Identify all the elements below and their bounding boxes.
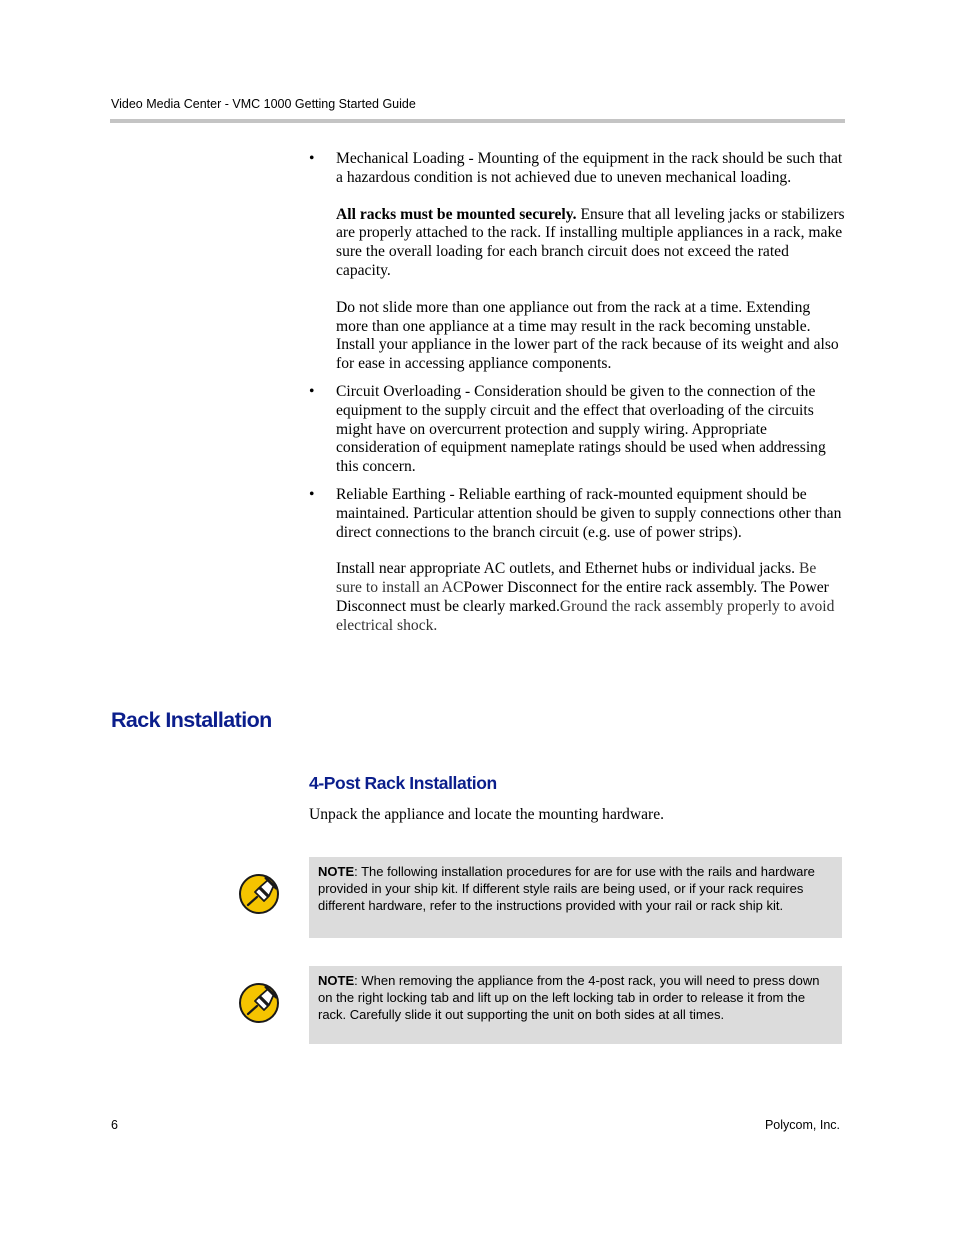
note-box (309, 857, 842, 938)
paragraph: Circuit Overloading - Consideration should be given to the connection of the equipment to the supply circuit and the effect that overloading of the circuits might have on overcurrent protection and supply wiring. Appropriate consideration of equipment nameplate ratings should be used when addressing this concern. (336, 382, 826, 476)
list-item (309, 383, 845, 477)
paragraph: Install near appropriate AC outlets, and Ethernet hubs or individual jacks. Be sure to install an ACPower Disconnect for the entire rack assembly. The Power Disconnect must be clearly marked.Ground the rack assembly properly to avoid electrical shock. (336, 560, 835, 634)
note-label: NOTE (318, 864, 355, 879)
footer-company: Polycom, Inc. (764, 1118, 840, 1132)
note-box (309, 966, 842, 1044)
bullet-glyph: • (309, 485, 315, 503)
note-label: NOTE (318, 973, 355, 988)
bullet-glyph: • (309, 382, 315, 400)
paragraph: All racks must be mounted securely. Ensure that all leveling jacks or stabilizers are properly attached to the rack. If installing multiple appliances in a rack, make sure the overall loading for each branch circuit does not exceed the rated capacity. (336, 205, 845, 279)
safety-bullet-list (309, 150, 845, 636)
paragraph: Reliable Earthing - Reliable earthing of rack-mounted equipment should be maintained. Particular attention should be given to supply connections other than direct connections to the branch circuit (e.g. use of power strips). (336, 485, 842, 541)
header-rule (110, 119, 845, 123)
bold-lead: All racks must be mounted securely. (336, 205, 577, 223)
subsection-heading: 4-Post Rack Installation (309, 773, 497, 793)
pushpin-note-icon (238, 871, 282, 915)
intro-paragraph: Unpack the appliance and locate the mounting hardware. (309, 806, 665, 823)
running-header: Video Media Center - VMC 1000 Getting Started Guide (111, 97, 416, 111)
list-item (309, 486, 845, 636)
note-text: : When removing the appliance from the 4-post rack, you will need to press down on the right locking tab and lift up on the left locking tab in order to release it from the rack. Carefully slide it out supporting the unit on both sides at all times. (318, 973, 820, 1022)
note-text: : The following installation procedures for are for use with the rails and hardware provided in your ship kit. If different style rails are being used, or if your rack requires different hardware, refer to the instructions provided with your rail or rack ship kit. (318, 864, 815, 913)
pushpin-note-icon (238, 980, 282, 1024)
paragraph: Mechanical Loading - Mounting of the equipment in the rack should be such that a hazardous condition is not achieved due to uneven mechanical loading. (336, 150, 843, 186)
safety-content (309, 150, 845, 645)
list-item (309, 150, 845, 374)
paragraph: Do not slide more than one appliance out from the rack at a time. Extending more than one appliance at a time may result in the rack becoming unstable. Install your appliance in the lower part of the rack because of its weight and also for ease in accessing appliance components. (336, 298, 839, 373)
section-heading: Rack Installation (111, 708, 272, 732)
bullet-glyph: • (309, 150, 315, 167)
page-number: 6 (111, 1118, 118, 1132)
